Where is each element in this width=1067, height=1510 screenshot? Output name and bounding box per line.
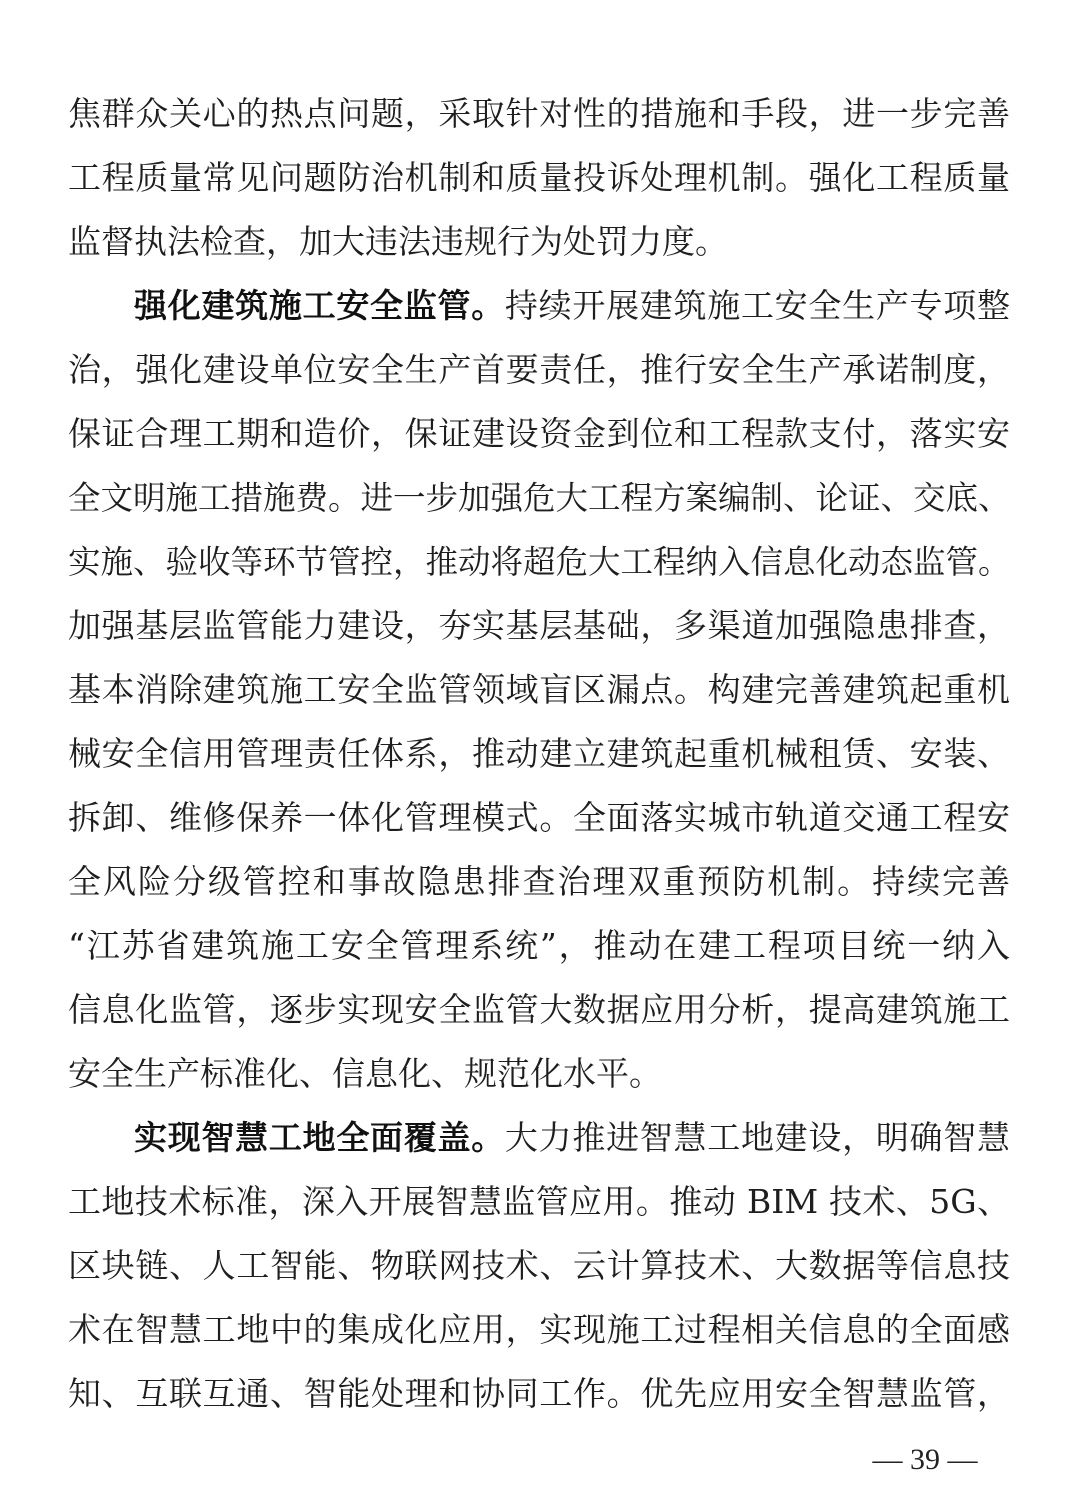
text-run: 大力推进智慧工地建设，明确智慧 [504, 1118, 1011, 1157]
text-line: 全风险分级管控和事故隐患排查治理双重预防机制。持续完善 [68, 862, 1010, 901]
text-line: “江苏省建筑施工安全管理系统”，推动在建工程项目统一纳入 [68, 926, 1010, 965]
text-line: 加强基层监管能力建设，夯实基层基础，多渠道加强隐患排查， [68, 606, 1010, 645]
text-line: 械安全信用管理责任体系，推动建立建筑起重机械租赁、安装、 [68, 734, 1010, 773]
text-line: 安全生产标准化、信息化、规范化水平。 [68, 1054, 662, 1093]
text-line: 拆卸、维修保养一体化管理模式。全面落实城市轨道交通工程安 [68, 798, 1010, 837]
text-line: 监督执法检查，加大违法违规行为处罚力度。 [68, 222, 728, 261]
text-line: 治，强化建设单位安全生产首要责任，推行安全生产承诺制度， [68, 350, 1010, 389]
text-line: 基本消除建筑施工安全监管领域盲区漏点。构建完善建筑起重机 [68, 670, 1010, 709]
section-heading: 实现智慧工地全面覆盖。 [134, 1118, 505, 1157]
text-line: 焦群众关心的热点问题，采取针对性的措施和手段，进一步完善 [68, 94, 1010, 133]
paragraph-first-line [134, 1118, 1010, 1158]
paragraph-first-line [134, 286, 1010, 326]
text-line: 全文明施工措施费。进一步加强危大工程方案编制、论证、交底、 [68, 479, 1011, 517]
text-line: 信息化监管，逐步实现安全监管大数据应用分析，提高建筑施工 [68, 990, 1010, 1029]
text-line: 保证合理工期和造价，保证建设资金到位和工程款支付，落实安 [68, 414, 1010, 453]
text-line: 工地技术标准，深入开展智慧监管应用。推动 BIM 技术、5G、 [68, 1182, 1010, 1221]
text-run: 持续开展建筑施工安全生产专项整 [504, 286, 1011, 325]
text-line: 术在智慧工地中的集成化应用，实现施工过程相关信息的全面感 [68, 1310, 1010, 1349]
text-line: 知、互联互通、智能处理和协同工作。优先应用安全智慧监管， [68, 1374, 1010, 1413]
page-number: — 39 — [872, 1443, 978, 1476]
text-line: 区块链、人工智能、物联网技术、云计算技术、大数据等信息技 [68, 1246, 1010, 1285]
section-heading: 强化建筑施工安全监管。 [134, 286, 505, 325]
text-line: 实施、验收等环节管控，推动将超危大工程纳入信息化动态监管。 [68, 543, 1011, 581]
text-line: 工程质量常见问题防治机制和质量投诉处理机制。强化工程质量 [68, 158, 1010, 197]
